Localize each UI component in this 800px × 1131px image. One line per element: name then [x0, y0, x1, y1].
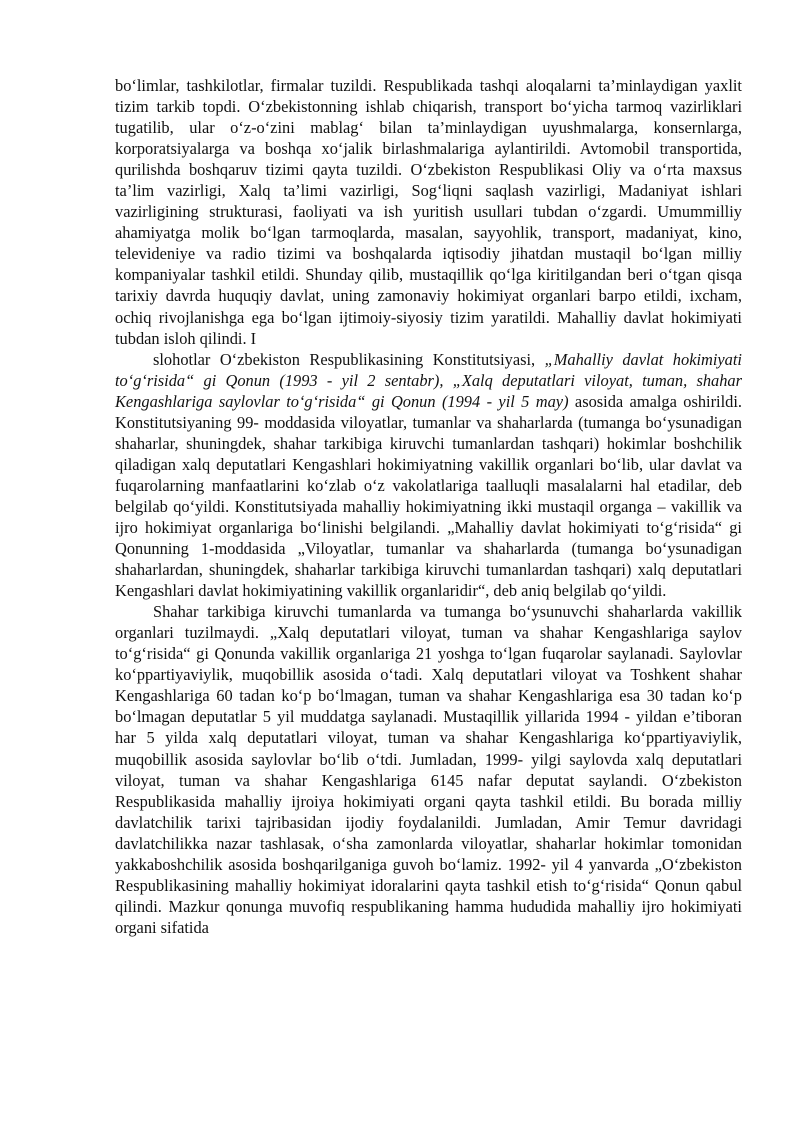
paragraph-reforms-rest: asosida amalga oshirildi. Konstitutsiyaning 99- moddasida viloyatlar, tumanlar va shaharlarda (tumanga bo‘ysunadigan shaharlar, shuningdek, shahar tarkibiga kiruvchi tumanlardan tashqari) hokimlar boshchilik qiladigan xalq deputatlari Kengashlari hokimiyatning vakillik organlari bo‘lib, ular davlat va fuqarolarning manfaatlarini ko‘zlab o‘z vakolatlariga taalluqli masalalarni hal etadilar, deb belgilab qo‘yildi. Konstitutsiyada mahalliy hokimiyatning ikki mustaqil organga – vakillik va ijro hokimiyat organlariga bo‘linishi belgilandi. „Mahalliy davlat hokimiyati to‘g‘risida“ gi Qonunning 1-moddasida „Viloyatlar, tumanlar va shaharlarda (tumanga bo‘ysunadigan shaharlardan, shuningdek, shaharlar tarkibiga kiruvchi tumanlardan tashqari) xalq deputatlari Kengashlari davlat hokimiyatining vakillik organlaridir“, deb aniq belgilab qo‘yildi. [115, 391, 742, 601]
paragraph-reforms-start: slohotlar O‘zbekiston Respublikasining Konstitutsiyasi, [153, 349, 545, 369]
paragraph-representative-organs: Shahar tarkibiga kiruvchi tumanlarda va tumanga bo‘ysunuvchi shaharlarda vakillik organlari tuzilmaydi. „Xalq deputatlari viloyat, tuman va shahar Kengashlariga saylov to‘g‘risida“ gi Qonunda vakillik organlariga 21 yoshga to‘lgan fuqarolar saylanadi. Saylovlar ko‘ppartiyaviylik, muqobillik asosida o‘tadi. Xalq deputatlari viloyat va Toshkent shahar Kengashlariga 60 tadan ko‘p bo‘lmagan, tuman va shahar Kengashlariga esa 30 tadan ko‘p bo‘lmagan deputatlar 5 yil muddatga saylanadi. Mustaqillik yillarida 1994 - yildan e’tiboran har 5 yilda xalq deputatlari viloyat, tuman va shahar Kengashlariga ko‘ppartiyaviylik, muqobillik asosida saylovlar bo‘lib o‘tdi. Jumladan, 1999- yilgi saylovda xalq deputatlari viloyat, tuman va shahar Kengashlariga 6145 nafar deputat saylandi. O‘zbekiston Respublikasida mahalliy ijroiya hokimiyati organi qayta tashkil etildi. Bu borada milliy davlatchilik tarixi tajribasidan ijodiy foydalanildi. Jumladan, Amir Temur davridagi davlatchilikka nazar tashlasak, o‘sha zamonlarda viloyatlar, shaharlar hokimlar tomonidan yakkaboshchilik asosida boshqarilganiga guvoh bo‘lamiz. 1992- yil 4 yanvarda „O‘zbekiston Respublikasining mahalliy hokimiyat idoralarini qayta tashkil etish to‘g‘risida“ Qonun qabul qilindi. Mazkur qonunga muvofiq respublikaning hamma hududida mahalliy ijro hokimiyati organi sifatida [115, 602, 742, 937]
laws-italic-reference: „Mahalliy davlat hokimiyati to‘g‘risida“ gi Qonun (1993 - yil 2 sentabr), „Xalq deputatlari viloyat, tuman, shahar Kengashlariga saylovlar to‘g‘risida“ gi Qonun (1994 - yil 5 may) [115, 349, 742, 411]
paragraph-continued: bo‘limlar, tashkilotlar, firmalar tuzildi. Respublikada tashqi aloqalarni ta’minlaydigan yaxlit tizim tarkib topdi. O‘zbekistonning ishlab chiqarish, transport bo‘yicha tarmoq vazirliklari tugatilib, ular o‘z-o‘zini mablag‘ bilan ta’minlaydigan uyushmalarga, konsernlarga, korporatsiyalarga va boshqa xo‘jalik birlashmalariga aylantirildi. Avtomobil transportida, qurilishda boshqaruv tizimi qayta tuzildi. O‘zbekiston Respublikasi Oliy va o‘rta maxsus ta’lim vazirligi, Xalq ta’limi vazirligi, Sog‘liqni saqlash vazirligi, Madaniyat ishlari vazirligining strukturasi, faoliyati va ish yuritish usullari tubdan o‘zgardi. Umummilliy ahamiyatga molik bo‘lgan tarmoqlarda, masalan, sayyohlik, transport, madaniyat, kino, televideniye va radio tizimi va boshqalarda iqtisodiy jihatdan mustaqil bo‘lgan milliy kompaniyalar tashkil etildi. Shunday qilib, mustaqillik qo‘lga kiritilgandan beri o‘tgan qisqa tarixiy davrda huquqiy davlat, uning zamonaviy hokimiyat organlari barpo etildi, ixcham, ochiq rivojlanishga ega bo‘lgan ijtimoiy-siyosiy tizim yaratildi. Mahalliy davlat hokimiyati tubdan isloh qilindi. I [115, 76, 742, 348]
document-page [115, 75, 742, 938]
paragraph-reforms [115, 349, 742, 602]
